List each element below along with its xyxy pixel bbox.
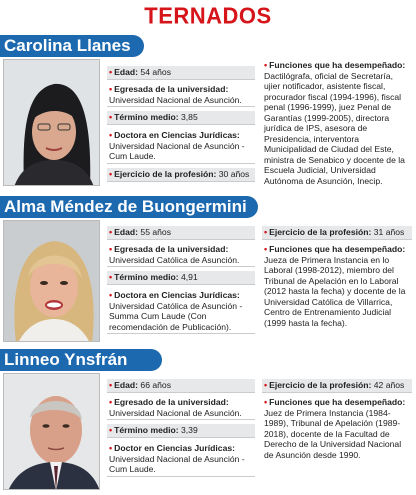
edad-value: 55 años (140, 227, 172, 237)
bullet-icon: • (109, 272, 113, 282)
universidad-value: Universidad Católica de Asunción. (109, 254, 240, 265)
candidate-section-3 (0, 349, 416, 493)
termino-row (107, 271, 255, 285)
edad-label: Edad: (114, 227, 139, 237)
universidad-value: Universidad Nacional de Asunción. (109, 94, 242, 105)
bullet-icon: • (109, 84, 113, 94)
funciones-value: Jueza de Primera Instancia en lo Laboral (1998-2012), miembro del Tribunal de Apelación en lo Laboral (2012 hasta la fecha) y docente de la Universidad Católica de Villarrica, Centro de Entrenamiento Judicial (1999 hasta la fecha). (264, 254, 406, 328)
bullet-icon: • (109, 67, 113, 77)
bullet-icon: • (109, 380, 113, 390)
universidad-row (107, 243, 255, 267)
termino-value: 3,39 (181, 425, 198, 435)
candidate-name: Linneo Ynsfrán (0, 349, 162, 371)
doctora-row (107, 129, 255, 164)
universidad-label: Egresada de la universidad: (114, 84, 229, 94)
bullet-icon: • (109, 244, 113, 254)
candidate-photo (3, 373, 100, 490)
edad-row (107, 66, 255, 80)
funciones-label: Funciones que ha desempeñado: (269, 397, 406, 407)
ejercicio-value: 31 años (373, 227, 405, 237)
termino-label: Término medio: (114, 272, 179, 282)
ejercicio-label: Ejercicio de la profesión: (114, 169, 217, 179)
candidate-photo (3, 59, 100, 186)
ejercicio-row (262, 226, 412, 240)
candidate-name: Carolina Llanes (0, 35, 144, 57)
bullet-icon: • (109, 397, 113, 407)
universidad-value: Universidad Nacional de Asunción. (109, 407, 242, 418)
ejercicio-row (262, 379, 412, 393)
edad-value: 66 años (140, 380, 172, 390)
edad-value: 54 años (140, 67, 172, 77)
edad-label: Edad: (114, 380, 139, 390)
candidate-section-2 (0, 196, 416, 346)
bullet-icon: • (109, 425, 113, 435)
bullet-icon: • (264, 60, 268, 70)
bullet-icon: • (109, 112, 113, 122)
edad-label: Edad: (114, 67, 139, 77)
candidate-name: Alma Méndez de Buongermini (0, 196, 258, 218)
funciones-row (262, 59, 412, 187)
funciones-label: Funciones que ha desempeñado: (269, 244, 406, 254)
doctora-value: Universidad Católica de Asunción - Summa Cum Laude (Con recomendación de Publicación). (109, 300, 243, 332)
ejercicio-row (107, 168, 255, 182)
ejercicio-label: Ejercicio de la profesión: (269, 227, 372, 237)
doctora-label: Doctor en Ciencias Jurídicas: (114, 443, 235, 453)
ejercicio-label: Ejercicio de la profesión: (269, 380, 372, 390)
bullet-icon: • (109, 227, 113, 237)
bullet-icon: • (264, 380, 268, 390)
termino-row (107, 424, 255, 438)
funciones-value: Juez de Primera Instancia (1984-1989), Tribunal de Apelación (1989-2018), docente de la Facultad de Derecho de la Universidad Nacional de Asunción desde 1990. (264, 407, 402, 460)
funciones-row (262, 396, 412, 461)
termino-value: 4,91 (181, 272, 198, 282)
termino-label: Término medio: (114, 112, 179, 122)
doctora-value: Universidad Nacional de Asunción - Cum Laude. (109, 140, 245, 161)
termino-value: 3,85 (181, 112, 198, 122)
edad-row (107, 379, 255, 393)
bullet-icon: • (264, 244, 268, 254)
bullet-icon: • (264, 227, 268, 237)
candidate-section-1 (0, 35, 416, 191)
bullet-icon: • (109, 290, 113, 300)
funciones-value: Dactilógrafa, oficial de Secretaría, ujier notificador, asistente fiscal, procurador fiscal (1994-1996), fiscal penal (1996-1999), juez Penal de Garantías (1999-2005), directora jurídica de IPS, asesora de Presidencia, interventora Municipalidad de Ciudad del Este, ministra de Senabico y docente de la Escuela Judicial, Universidad Autónoma de Asunción, Inecip. (264, 70, 405, 186)
universidad-row (107, 83, 255, 107)
page-title: TERNADOS (144, 2, 272, 29)
doctora-row (107, 442, 255, 477)
edad-row (107, 226, 255, 240)
funciones-label: Funciones que ha desempeñado: (269, 60, 406, 70)
bullet-icon: • (109, 169, 113, 179)
ejercicio-value: 30 años (218, 169, 250, 179)
bullet-icon: • (109, 443, 113, 453)
universidad-label: Egresada de la universidad: (114, 244, 229, 254)
universidad-row (107, 396, 255, 420)
ejercicio-value: 42 años (373, 380, 405, 390)
candidate-photo (3, 220, 100, 342)
doctora-row (107, 289, 255, 334)
bullet-icon: • (109, 130, 113, 140)
doctora-value: Universidad Nacional de Asunción - Cum Laude. (109, 453, 245, 474)
termino-row (107, 111, 255, 125)
bullet-icon: • (264, 397, 268, 407)
universidad-label: Egresado de la universidad: (114, 397, 229, 407)
doctora-label: Doctora en Ciencias Jurídicas: (114, 130, 240, 140)
doctora-label: Doctora en Ciencias Jurídicas: (114, 290, 240, 300)
funciones-row (262, 243, 412, 329)
termino-label: Término medio: (114, 425, 179, 435)
